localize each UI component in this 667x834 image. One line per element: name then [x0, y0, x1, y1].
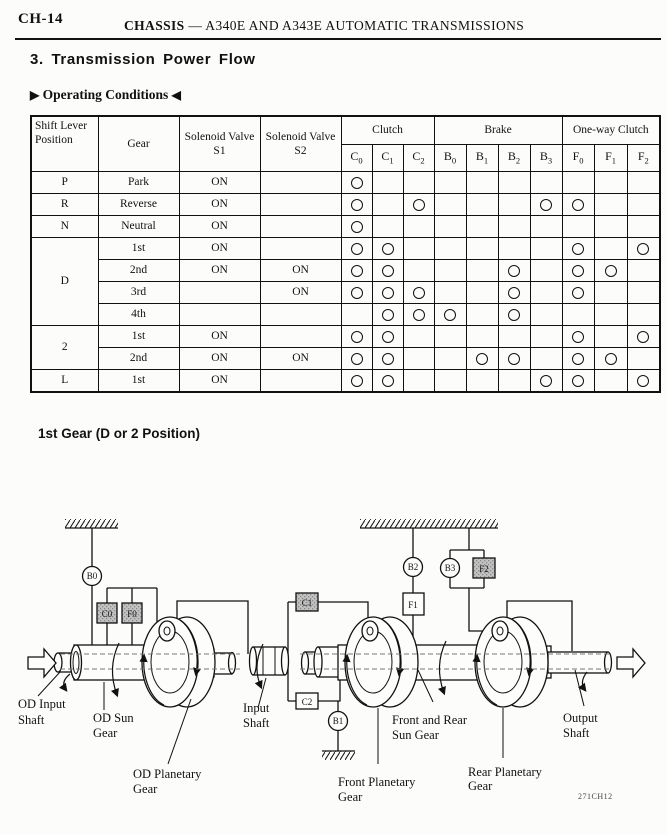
cell-B1 — [466, 326, 498, 348]
cell-B1 — [466, 348, 498, 370]
col-header-brake: Brake — [434, 116, 562, 145]
applied-circle — [351, 331, 363, 343]
cell-C1 — [372, 216, 403, 238]
page-code: CH-14 — [18, 11, 63, 27]
cell-gear: Reverse — [98, 194, 179, 216]
figure-code: 271CH12 — [578, 792, 613, 801]
cell-C1 — [372, 282, 403, 304]
front-planetary-gear-drum — [345, 617, 418, 707]
chapter-title: CHASSIS — [124, 18, 185, 33]
cell-C2 — [403, 238, 434, 260]
cell-B2 — [498, 370, 530, 393]
cell-B3 — [530, 348, 562, 370]
operating-conditions-body — [31, 172, 660, 393]
applied-circle — [413, 199, 425, 211]
svg-text:C1: C1 — [301, 598, 313, 608]
applied-circle — [351, 221, 363, 233]
applied-circle — [413, 309, 425, 321]
cell-B2 — [498, 348, 530, 370]
svg-text:Output: Output — [563, 711, 598, 725]
svg-text:Shaft: Shaft — [243, 716, 270, 730]
col-header-B2: $B_2$ — [498, 145, 530, 172]
component-F1 — [403, 593, 424, 615]
cell-B3 — [530, 216, 562, 238]
cell-F1 — [594, 282, 627, 304]
applied-circle — [382, 331, 394, 343]
cell-C1 — [372, 238, 403, 260]
cell-B1 — [466, 282, 498, 304]
power-flow-diagram — [0, 496, 667, 818]
applied-circle — [637, 243, 649, 255]
cell-F1 — [594, 348, 627, 370]
applied-circle — [382, 243, 394, 255]
applied-circle — [637, 375, 649, 387]
cell-C0 — [341, 348, 372, 370]
cell-B3 — [530, 326, 562, 348]
cell-gear: 2nd — [98, 348, 179, 370]
cell-B3 — [530, 282, 562, 304]
svg-text:F2: F2 — [479, 564, 489, 574]
cell-C2 — [403, 216, 434, 238]
cell-B0 — [434, 326, 466, 348]
applied-circle — [382, 265, 394, 277]
applied-circle — [508, 309, 520, 321]
chapter-subtitle: — A340E AND A343E AUTOMATIC TRANSMISSIONS — [188, 18, 525, 33]
cell-F2 — [627, 194, 660, 216]
cell-solenoid-s2 — [260, 216, 341, 238]
cell-C0 — [341, 370, 372, 393]
svg-text:Front Planetary: Front Planetary — [338, 775, 416, 789]
col-header-F1: $F_1$ — [594, 145, 627, 172]
applied-circle — [351, 177, 363, 189]
svg-text:B3: B3 — [444, 563, 456, 573]
cell-B3 — [530, 304, 562, 326]
cell-solenoid-s2: ON — [260, 348, 341, 370]
svg-text:Shaft: Shaft — [563, 726, 590, 740]
applied-circle — [413, 287, 425, 299]
applied-circle — [351, 243, 363, 255]
cell-B2 — [498, 326, 530, 348]
applied-circle — [351, 287, 363, 299]
applied-circle — [444, 309, 456, 321]
rear-planetary-gear-drum — [475, 617, 548, 707]
cell-C1 — [372, 172, 403, 194]
svg-text:Gear: Gear — [133, 782, 158, 796]
col-header-F0: $F_0$ — [562, 145, 594, 172]
component-B0 — [83, 567, 102, 586]
component-B3 — [441, 559, 460, 578]
svg-text:Rear Planetary: Rear Planetary — [468, 765, 542, 779]
cell-solenoid-s1: ON — [179, 260, 260, 282]
table-row — [31, 304, 660, 326]
applied-circle — [476, 353, 488, 365]
col-header-B1: $B_1$ — [466, 145, 498, 172]
cell-C2 — [403, 304, 434, 326]
svg-text:OD Sun: OD Sun — [93, 711, 134, 725]
applied-circle — [572, 331, 584, 343]
cell-B2 — [498, 260, 530, 282]
applied-circle — [382, 309, 394, 321]
cell-B2 — [498, 282, 530, 304]
col-header-F2: $F_2$ — [627, 145, 660, 172]
col-header-C0: $C_0$ — [341, 145, 372, 172]
table-row — [31, 172, 660, 194]
cell-C2 — [403, 326, 434, 348]
cell-B2 — [498, 172, 530, 194]
triangle-right-icon: ▶ — [30, 88, 40, 102]
col-header-shift: Shift Lever Position — [31, 116, 98, 172]
cell-F0 — [562, 326, 594, 348]
diagram-labels — [18, 697, 613, 804]
cell-F2 — [627, 304, 660, 326]
svg-text:Gear: Gear — [93, 726, 118, 740]
applied-circle — [382, 353, 394, 365]
cell-shift-position: D — [31, 238, 98, 326]
cell-solenoid-s2: ON — [260, 260, 341, 282]
cell-C1 — [372, 194, 403, 216]
cell-solenoid-s2 — [260, 304, 341, 326]
applied-circle — [572, 375, 584, 387]
cell-C2 — [403, 348, 434, 370]
cell-B1 — [466, 194, 498, 216]
svg-text:B1: B1 — [332, 716, 344, 726]
component-C2 — [296, 693, 318, 709]
cell-B1 — [466, 370, 498, 393]
cell-B2 — [498, 304, 530, 326]
cell-B0 — [434, 194, 466, 216]
svg-text:Shaft: Shaft — [18, 713, 45, 727]
cell-B0 — [434, 348, 466, 370]
applied-circle — [351, 375, 363, 387]
applied-circle — [572, 353, 584, 365]
cell-B1 — [466, 216, 498, 238]
cell-B3 — [530, 260, 562, 282]
col-header-B3: $B_3$ — [530, 145, 562, 172]
cell-B2 — [498, 194, 530, 216]
svg-text:F1: F1 — [408, 600, 418, 610]
svg-text:Input: Input — [243, 701, 270, 715]
table-row — [31, 326, 660, 348]
component-C1 — [296, 593, 318, 611]
cell-shift-position: P — [31, 172, 98, 194]
cell-C2 — [403, 194, 434, 216]
cell-C0 — [341, 326, 372, 348]
svg-text:OD Planetary: OD Planetary — [133, 767, 202, 781]
subsection-heading — [30, 87, 181, 103]
col-header-s1: Solenoid Valve S1 — [179, 116, 260, 172]
cell-B3 — [530, 172, 562, 194]
table-row — [31, 260, 660, 282]
cell-solenoid-s1 — [179, 282, 260, 304]
cell-F0 — [562, 260, 594, 282]
cell-F1 — [594, 260, 627, 282]
applied-circle — [382, 287, 394, 299]
cell-shift-position: R — [31, 194, 98, 216]
component-B1 — [329, 712, 348, 731]
col-header-C2: $C_2$ — [403, 145, 434, 172]
cell-F1 — [594, 172, 627, 194]
table-row — [31, 370, 660, 393]
applied-circle — [605, 265, 617, 277]
cell-F2 — [627, 172, 660, 194]
cell-C2 — [403, 282, 434, 304]
cell-B0 — [434, 172, 466, 194]
cell-C1 — [372, 260, 403, 282]
cell-B0 — [434, 238, 466, 260]
cell-F0 — [562, 194, 594, 216]
table-row — [31, 216, 660, 238]
cell-F1 — [594, 194, 627, 216]
table-row — [31, 282, 660, 304]
cell-B1 — [466, 172, 498, 194]
cell-C2 — [403, 370, 434, 393]
cell-gear: 1st — [98, 326, 179, 348]
cell-solenoid-s2 — [260, 326, 341, 348]
applied-circle — [540, 375, 552, 387]
cell-solenoid-s2 — [260, 194, 341, 216]
cell-F1 — [594, 370, 627, 393]
cell-F0 — [562, 282, 594, 304]
applied-circle — [508, 287, 520, 299]
applied-circle — [572, 265, 584, 277]
svg-text:C0: C0 — [101, 609, 113, 619]
od-planetary-gear-drum — [142, 617, 215, 707]
cell-C2 — [403, 260, 434, 282]
svg-text:C2: C2 — [301, 697, 313, 707]
cell-solenoid-s2: ON — [260, 282, 341, 304]
cell-C0 — [341, 238, 372, 260]
cell-F0 — [562, 348, 594, 370]
applied-circle — [540, 199, 552, 211]
cell-F2 — [627, 282, 660, 304]
cell-B3 — [530, 370, 562, 393]
cell-C1 — [372, 326, 403, 348]
applied-circle — [605, 353, 617, 365]
cell-C2 — [403, 172, 434, 194]
cell-solenoid-s1 — [179, 304, 260, 326]
applied-circle — [572, 243, 584, 255]
cell-gear: 1st — [98, 370, 179, 393]
cell-B1 — [466, 238, 498, 260]
svg-text:F0: F0 — [127, 609, 137, 619]
cell-gear: 2nd — [98, 260, 179, 282]
header-rule — [15, 38, 661, 40]
cell-B1 — [466, 304, 498, 326]
subsection-label: Operating Conditions — [42, 87, 169, 102]
cell-C0 — [341, 216, 372, 238]
cell-solenoid-s2 — [260, 238, 341, 260]
col-header-oneway: One-way Clutch — [562, 116, 660, 145]
ground-symbol-b1 — [322, 751, 355, 760]
section-heading: 3. Transmission Power Flow — [30, 51, 256, 68]
applied-circle — [508, 265, 520, 277]
cell-F0 — [562, 304, 594, 326]
svg-text:Sun Gear: Sun Gear — [392, 728, 439, 742]
cell-F1 — [594, 326, 627, 348]
applied-circle — [508, 353, 520, 365]
cell-gear: Park — [98, 172, 179, 194]
cell-F2 — [627, 370, 660, 393]
applied-circle — [382, 375, 394, 387]
col-header-gear: Gear — [98, 116, 179, 172]
cell-gear: 4th — [98, 304, 179, 326]
cell-F2 — [627, 238, 660, 260]
col-header-clutch: Clutch — [341, 116, 434, 145]
cell-F2 — [627, 216, 660, 238]
col-header-B0: $B_0$ — [434, 145, 466, 172]
component-C0 — [97, 603, 117, 623]
cell-B3 — [530, 238, 562, 260]
cell-F2 — [627, 326, 660, 348]
cell-gear: 3rd — [98, 282, 179, 304]
cell-solenoid-s1: ON — [179, 238, 260, 260]
cell-F1 — [594, 304, 627, 326]
table-row — [31, 238, 660, 260]
svg-text:Gear: Gear — [468, 779, 493, 793]
component-F2 — [473, 558, 495, 578]
triangle-left-icon: ◀ — [171, 88, 181, 102]
cell-F1 — [594, 238, 627, 260]
cell-B1 — [466, 260, 498, 282]
cell-shift-position: N — [31, 216, 98, 238]
cell-B0 — [434, 282, 466, 304]
cell-C0 — [341, 304, 372, 326]
component-F0 — [122, 603, 142, 623]
cell-C1 — [372, 370, 403, 393]
cell-B2 — [498, 238, 530, 260]
cell-F0 — [562, 216, 594, 238]
cell-F0 — [562, 172, 594, 194]
svg-text:Gear: Gear — [338, 790, 363, 804]
cell-C0 — [341, 194, 372, 216]
svg-text:OD Input: OD Input — [18, 697, 66, 711]
cell-solenoid-s1: ON — [179, 172, 260, 194]
cell-B0 — [434, 260, 466, 282]
cell-solenoid-s1: ON — [179, 326, 260, 348]
cell-solenoid-s1: ON — [179, 194, 260, 216]
svg-text:B0: B0 — [86, 571, 98, 581]
cell-gear: Neutral — [98, 216, 179, 238]
cell-solenoid-s2 — [260, 172, 341, 194]
table-row — [31, 348, 660, 370]
applied-circle — [351, 353, 363, 365]
cell-solenoid-s1: ON — [179, 348, 260, 370]
input-flow-arrow-icon — [28, 649, 56, 677]
cell-B2 — [498, 216, 530, 238]
cell-C1 — [372, 348, 403, 370]
applied-circle — [572, 287, 584, 299]
cell-B0 — [434, 370, 466, 393]
component-B2 — [404, 558, 423, 577]
cell-B0 — [434, 216, 466, 238]
cell-solenoid-s1: ON — [179, 370, 260, 393]
chapter-header — [124, 18, 524, 34]
operating-conditions-table — [30, 115, 661, 393]
table-row — [31, 194, 660, 216]
cell-B0 — [434, 304, 466, 326]
cell-shift-position: L — [31, 370, 98, 393]
cell-solenoid-s1: ON — [179, 216, 260, 238]
cell-F0 — [562, 238, 594, 260]
cell-C0 — [341, 172, 372, 194]
applied-circle — [572, 199, 584, 211]
applied-circle — [637, 331, 649, 343]
header-row-groups — [31, 116, 660, 145]
output-flow-arrow-icon — [617, 649, 645, 677]
ground-symbol-left — [65, 519, 118, 528]
col-header-C1: $C_1$ — [372, 145, 403, 172]
col-header-s2: Solenoid Valve S2 — [260, 116, 341, 172]
cell-F1 — [594, 216, 627, 238]
ground-symbol-middle — [360, 519, 498, 528]
cell-C1 — [372, 304, 403, 326]
cell-gear: 1st — [98, 238, 179, 260]
applied-circle — [351, 265, 363, 277]
cell-F2 — [627, 260, 660, 282]
cell-F2 — [627, 348, 660, 370]
cell-C0 — [341, 282, 372, 304]
cell-F0 — [562, 370, 594, 393]
svg-text:B2: B2 — [407, 562, 419, 572]
cell-C0 — [341, 260, 372, 282]
cell-shift-position: 2 — [31, 326, 98, 370]
svg-text:Front and Rear: Front and Rear — [392, 713, 467, 727]
cell-B3 — [530, 194, 562, 216]
gear-diagram-heading: 1st Gear (D or 2 Position) — [38, 426, 201, 441]
cell-solenoid-s2 — [260, 370, 341, 393]
applied-circle — [351, 199, 363, 211]
